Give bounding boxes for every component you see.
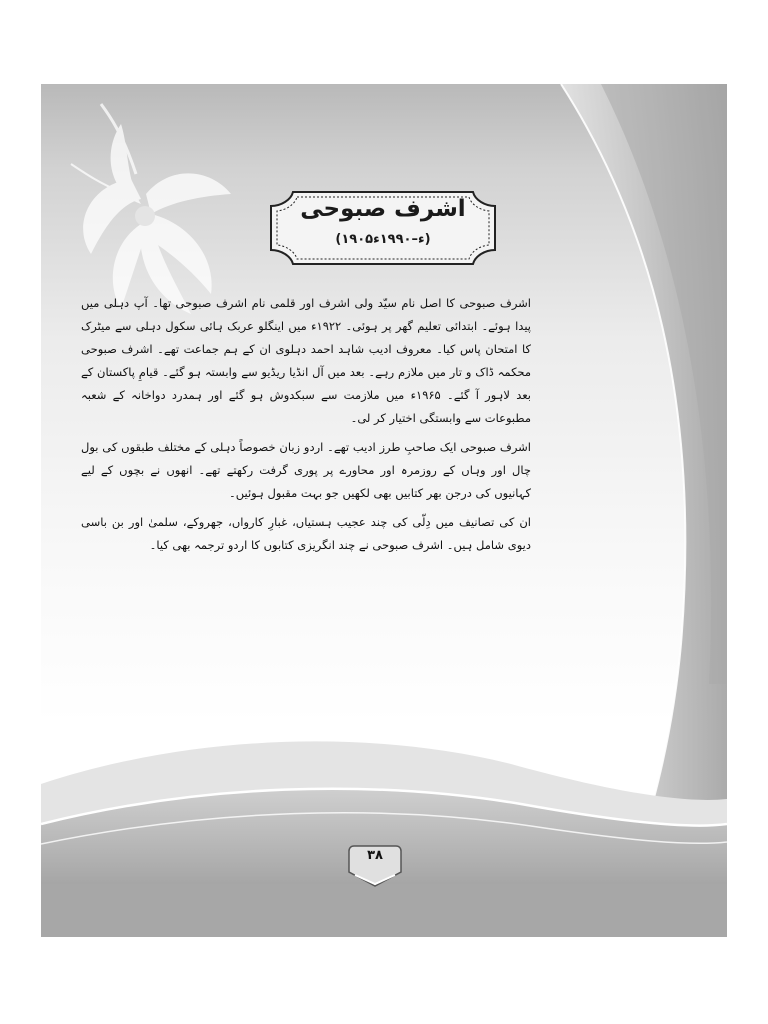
book-page	[41, 84, 727, 937]
page-title: اشرف صبوحی	[300, 196, 466, 222]
bottom-band	[41, 884, 727, 937]
paragraph-1: اشرف صبوحی کا اصل نام سیّد ولی اشرف اور قلمی نام اشرف صبوحی تھا۔ آپ دہلی میں پیدا ہوئے۔ ابتدائی تعلیم گھر پر ہوئی۔ ۱۹۲۲ء میں اینگلو عربک ہائی سکول دہلی سے میٹرک کا امتحان پاس کیا۔ معروف ادیب شاہد احمد دہلوی ان کے ہم جماعت تھے۔ اشرف صبوحی محکمہ ڈاک و تار میں ملازم رہے۔ بعد میں آل انڈیا ریڈیو سے وابستہ ہو گئے۔ قیامِ پاکستان کے بعد لاہور آ گئے۔ ۱۹۶۵ء میں ملازمت سے سبکدوش ہو گئے اور ہمدرد دواخانہ کے شعبہ مطبوعات سے وابستگی اختیار کر لی۔	[81, 296, 531, 425]
page-number: ۳۸	[367, 848, 383, 863]
paragraph-2: اشرف صبوحی ایک صاحبِ طرز ادیب تھے۔ اردو زبان خصوصاً دہلی کے مختلف طبقوں کی بول چال اور وہاں کے روزمرہ اور محاورے پر پوری گرفت رکھتے تھے۔ انھوں نے بچوں کے لیے کہانیوں کی درجن بھر کتابیں بھی لکھیں جو بہت مقبول ہوئیں۔	[81, 440, 531, 500]
title-years: (۱۹۰۵ء–۱۹۹۰ء)	[335, 232, 431, 247]
article-body	[81, 292, 531, 563]
flower-ornament	[71, 104, 231, 314]
paragraph-3: ان کی تصانیف میں دِلّی کی چند عجیب ہستیاں، غبارِ کارواں، جھروکے، سلمیٰ اور بن باسی دیوی شامل ہیں۔ اشرف صبوحی نے چند انگریزی کتابوں کا اردو ترجمہ بھی کیا۔	[81, 515, 531, 552]
